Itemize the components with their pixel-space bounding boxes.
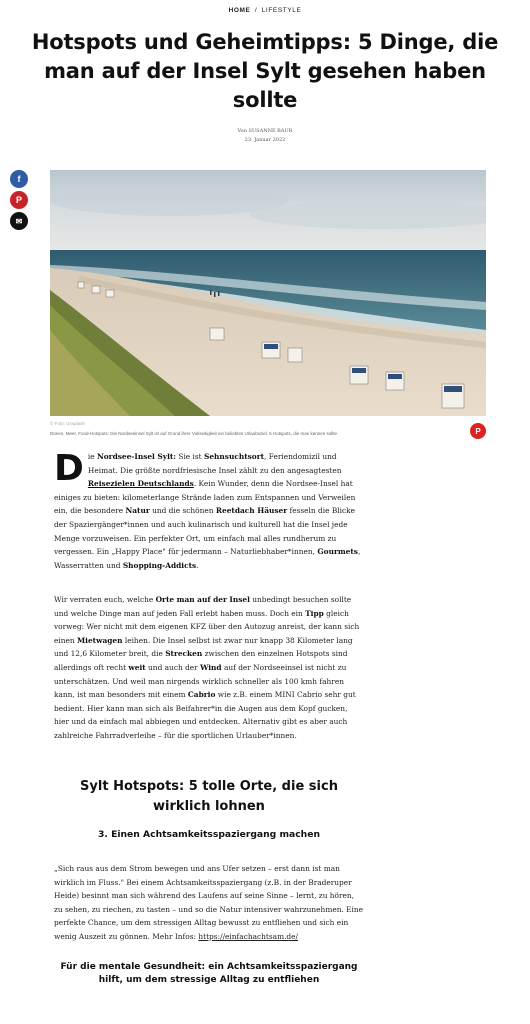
bold-text: Tipp: [305, 608, 324, 618]
mail-icon: ✉: [15, 216, 23, 226]
pinterest-icon: P: [475, 426, 481, 436]
second-text: [54, 595, 359, 740]
third-paragraph: [54, 862, 364, 944]
einfachachtsam-link[interactable]: https://einfachachtsam.de/: [198, 931, 299, 941]
body-text: und die schönen: [149, 506, 216, 516]
body-text: und auch der: [145, 662, 201, 672]
body-text: ie: [87, 452, 97, 461]
bold-text: weit: [128, 662, 146, 672]
subsection-heading: 3. Einen Achtsamkeitsspaziergang machen: [98, 829, 320, 840]
inline-link[interactable]: Reisezielen Deutschlands: [87, 479, 194, 489]
mail-share-button[interactable]: [10, 212, 28, 230]
breadcrumb-separator: /: [254, 7, 258, 14]
bold-text: Gourmets: [317, 547, 358, 557]
body-text: Sie ist: [176, 452, 205, 461]
author-link[interactable]: SUSANNE BAUR: [248, 128, 293, 134]
body-text: . Kein Wunder, denn die Nordsee-Insel hat einiges zu bieten: kilometerlange Strände laden zum Entspannen und Verweilen ein, die besondere: [54, 479, 356, 516]
dropcap: D: [54, 448, 84, 489]
body-text: unbedingt besuchen sollte und welche Dinge man auf jeden Fall erlebt haben muss. Doch ein: [54, 595, 352, 618]
body-text: auf der Nordseeinsel ist nicht zu unterschätzen. Und weil man nirgends wirklich schneller als 100 kmh fahren kann, ist man besonders mit einem: [54, 662, 347, 700]
facebook-share-button[interactable]: [10, 170, 28, 188]
image-heading: Für die mentale Gesundheit: ein Achtsamkeitsspaziergang hilft, um dem stressige Alltag zu entfliehen: [60, 962, 358, 985]
bold-text: Sehnsuchtsort: [204, 452, 265, 461]
bold-text: Wind: [200, 662, 222, 672]
intro-text: [54, 448, 361, 570]
image-credit: © Foto: Unsplash: [50, 421, 85, 426]
body-text: , Wasserratten und: [54, 547, 361, 570]
facebook-icon: f: [17, 174, 21, 184]
bold-text: Nordsee-Insel Sylt:: [96, 452, 177, 461]
bold-text: Orte man auf der Insel: [155, 595, 250, 604]
body-text: .: [196, 560, 199, 570]
breadcrumb-home[interactable]: HOME: [228, 7, 251, 14]
beach-photo: [50, 170, 486, 416]
body-text: fesseln die Blicke der Spaziergänger*innen und auch kulinarisch und kulturell hat die Insel jede Menge vorzuweisen. Ein perfekter Ort, um einfach mal alles rundherum zu vergessen. Ein „Happy Place" für jedermann – Naturliebhaber*innen,: [54, 506, 355, 557]
bold-text: Shopping-Addicts: [122, 560, 197, 570]
body-text: gleich vorweg: Wer nicht mit dem eigenen KFZ über den Autozug anreist, der kann sich einen: [54, 608, 360, 645]
bold-text: Reetdach Häuser: [215, 506, 288, 516]
hero-image: [50, 170, 486, 416]
body-text: , Feriendomizil und Heimat. Die größte nordfriesische Insel zählt zu den angesagtesten: [87, 452, 342, 475]
breadcrumb: [0, 7, 530, 14]
body-text: zwischen den einzelnen Hotspots sind allerdings oft recht: [54, 649, 348, 672]
page-title: Hotspots und Geheimtipps: 5 Dinge, die man auf der Insel Sylt gesehen haben sollte: [31, 30, 499, 112]
third-text: „Sich raus aus dem Strom bewegen und ans Ufer setzen – erst dann ist man wirklich im Fluss." Bei einem Achtsamkeitsspaziergang (z.B. in der Braderuper Heide) besinnt man sich während des Laufens auf seine Sinne – lernt, zu hören, zu sehen, zu riechen, zu tasten – und so die Natur intensiver wahrzunehmen. Eine perfekte Chance, um dem stressigen Alltag bewusst zu entfliehen und sich ein wenig Auszeit zu gönnen. Mehr Infos:: [54, 864, 364, 941]
body-text: wie z.B. einem MINI Cabrio sehr gut bedient. Hier kann man sich als Beifahrer*in die Augen aus dem Kopf gucken, hier und da einfach mal abbiegen und entdecken. Alternativ gibt es aber auch zahlreiche Fahrradverleihe – für die sportlichen Urlauber*innen.: [54, 690, 356, 740]
bold-text: Strecken: [165, 649, 203, 659]
pinterest-image-button[interactable]: [470, 423, 486, 439]
body-text: leihen. Die Insel selbst ist zwar nur knapp 38 Kilometer lang und 12,6 Kilometer breit, die: [54, 635, 353, 659]
publish-date: 23. Januar 2022: [244, 137, 286, 143]
image-caption: Dünen, Meer, Food-Hotspots: Die Nordseeinsel Sylt ist auf Grund ihrer Vielseitigkeit ein beliebtes Urlaubsziel. 5 Hotspots, die man kennen sollte: [50, 431, 338, 436]
bold-text: Mietwagen: [76, 635, 123, 645]
breadcrumb-lifestyle[interactable]: LIFESTYLE: [261, 7, 302, 14]
bold-text: Cabrio: [187, 690, 216, 700]
pinterest-share-button[interactable]: [10, 191, 28, 209]
intro-paragraph: [54, 450, 364, 572]
second-paragraph: [54, 593, 364, 743]
byline: [0, 128, 530, 134]
section-heading: Sylt Hotspots: 5 tolle Orte, die sich wirklich lohnen: [80, 779, 338, 814]
byline-prefix: Von: [237, 128, 247, 134]
pinterest-icon: P: [15, 195, 22, 205]
body-text: Wir verraten euch, welche: [54, 595, 156, 604]
bold-text: Natur: [125, 506, 150, 516]
